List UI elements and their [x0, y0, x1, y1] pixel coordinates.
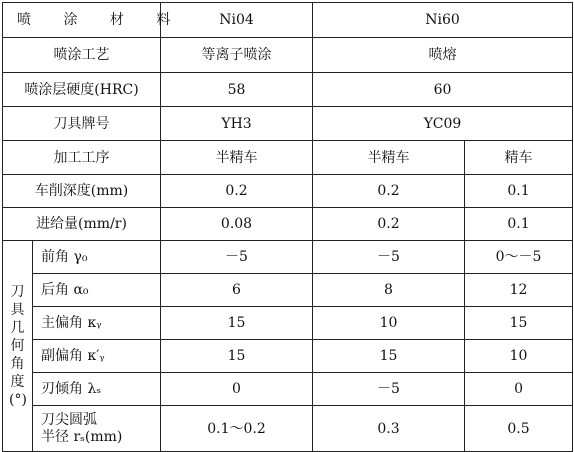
geometry-row-b: 15: [313, 340, 465, 373]
geometry-row-a: 15: [161, 340, 313, 373]
hardness-b: 60: [313, 73, 573, 107]
tool-grade-label: 刀具牌号: [3, 107, 161, 141]
hardness-a: 58: [161, 73, 313, 107]
depth-b: 0.2: [313, 175, 465, 208]
geometry-row-label: 副偏角 κ′ᵧ: [33, 340, 161, 373]
geometry-row-label: 主偏角 κᵧ: [33, 307, 161, 340]
operation-b: 半精车: [313, 141, 465, 175]
operation-a: 半精车: [161, 141, 313, 175]
header-row: [3, 3, 573, 38]
feed-c: 0.1: [465, 208, 573, 241]
geometry-row: [3, 241, 573, 274]
geometry-row: [3, 340, 573, 373]
feed-b: 0.2: [313, 208, 465, 241]
tool-grade-a: YH3: [161, 107, 313, 141]
process-a: 等离子喷涂: [161, 38, 313, 73]
geometry-row-c: 10: [465, 340, 573, 373]
geometry-row-c: 0.5: [465, 406, 573, 452]
geometry-row-a: 6: [161, 274, 313, 307]
geometry-row-b: 10: [313, 307, 465, 340]
tool-grade-row: [3, 107, 573, 141]
feed-label: 进给量(mm/r): [3, 208, 161, 241]
geometry-row-c: 12: [465, 274, 573, 307]
process-label: 喷涂工艺: [3, 38, 161, 73]
hardness-label: 喷涂层硬度(HRC): [3, 73, 161, 107]
depth-c: 0.1: [465, 175, 573, 208]
tool-grade-b: YC09: [313, 107, 573, 141]
process-row: [3, 38, 573, 73]
geometry-row-label: 后角 α₀: [33, 274, 161, 307]
geometry-row: [3, 406, 573, 452]
geometry-row-b: －5: [313, 373, 465, 406]
geometry-row: [3, 373, 573, 406]
process-b: 喷熔: [313, 38, 573, 73]
feed-row: [3, 208, 573, 241]
depth-label: 车削深度(mm): [3, 175, 161, 208]
geometry-row: [3, 307, 573, 340]
geometry-row-a: －5: [161, 241, 313, 274]
depth-row: [3, 175, 573, 208]
geometry-row-c: 0～－5: [465, 241, 573, 274]
geometry-row-a: 0: [161, 373, 313, 406]
material-a: Ni04: [161, 3, 313, 38]
operation-c: 精车: [465, 141, 573, 175]
feed-a: 0.08: [161, 208, 313, 241]
geometry-row-b: 0.3: [313, 406, 465, 452]
geometry-row-c: 15: [465, 307, 573, 340]
geometry-row-label: 刃倾角 λₛ: [33, 373, 161, 406]
geometry-row-b: 8: [313, 274, 465, 307]
material-b: Ni60: [313, 3, 573, 38]
geometry-row-label: 前角 γ₀: [33, 241, 161, 274]
operation-row: [3, 141, 573, 175]
geometry-row-b: －5: [313, 241, 465, 274]
parameter-table: [2, 2, 573, 452]
geometry-row-c: 0: [465, 373, 573, 406]
material-label: 喷 涂 材 料: [3, 3, 161, 38]
geometry-group-label: 刀具几何角度(°): [3, 241, 33, 452]
geometry-row-a: 15: [161, 307, 313, 340]
geometry-row: [3, 274, 573, 307]
operation-label: 加工工序: [3, 141, 161, 175]
hardness-row: [3, 73, 573, 107]
geometry-row-label: 刀尖圆弧 半径 rₛ(mm): [33, 406, 161, 452]
geometry-row-a: 0.1～0.2: [161, 406, 313, 452]
depth-a: 0.2: [161, 175, 313, 208]
